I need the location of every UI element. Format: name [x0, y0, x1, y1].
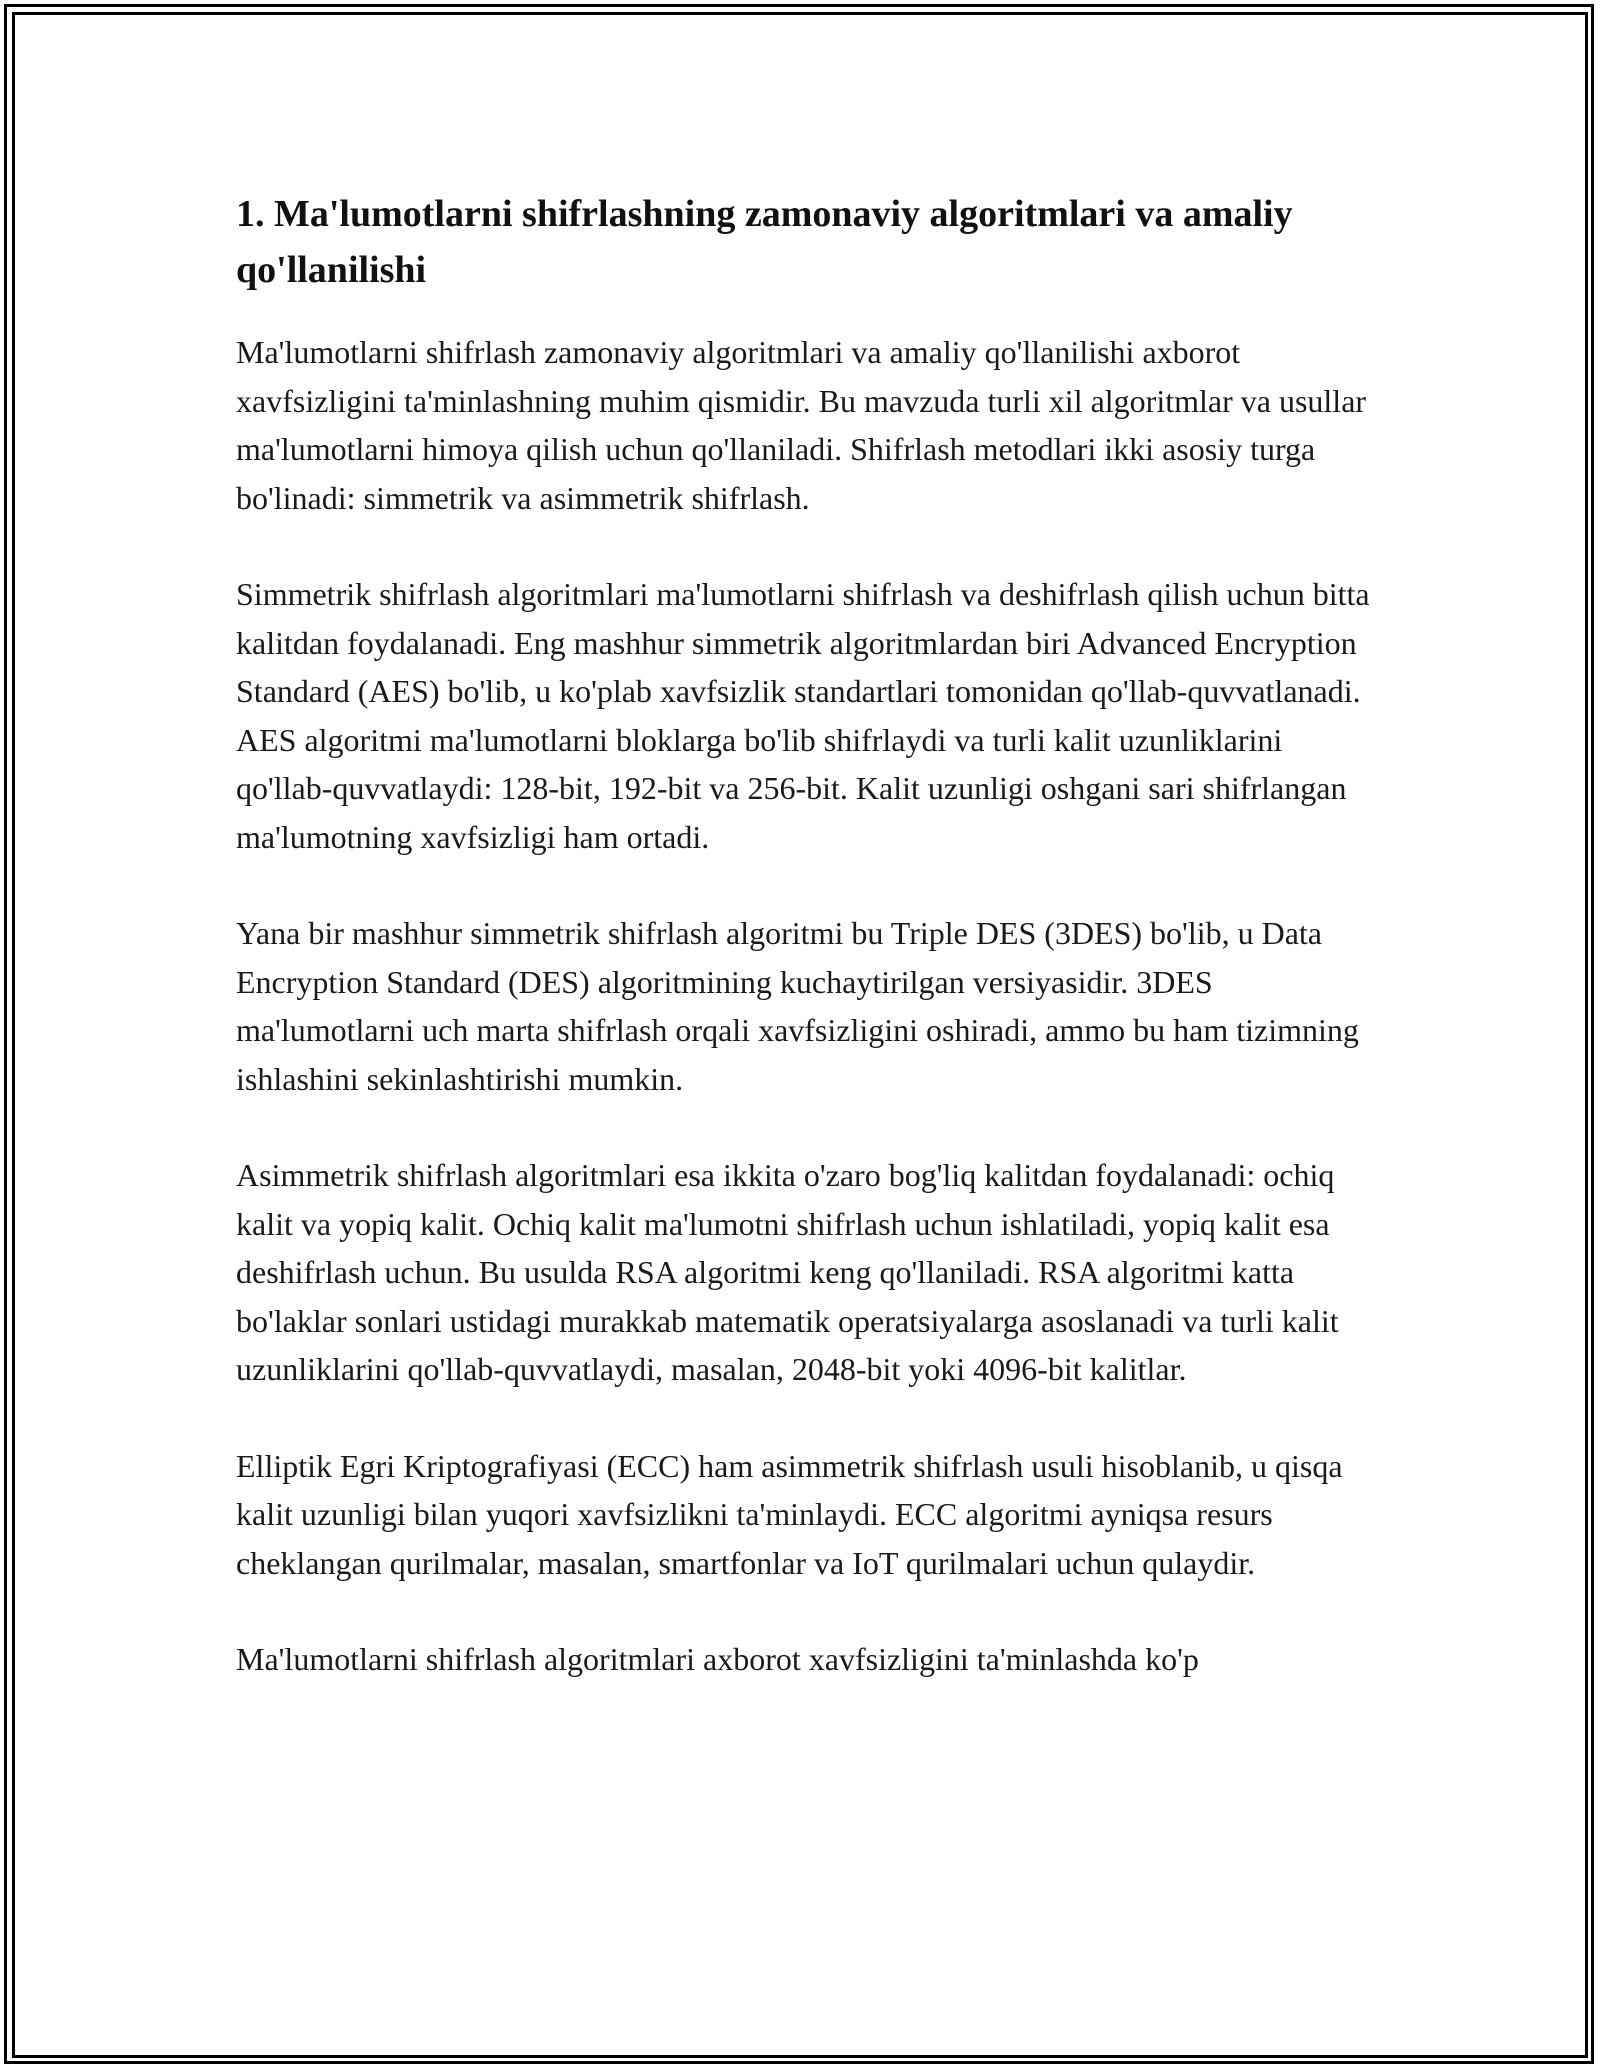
paragraph-3des: Yana bir mashhur simmetrik shifrlash algoritmi bu Triple DES (3DES) bo'lib, u Data Encryption Standard (DES) algoritmining kuchaytirilgan versiyasidir. 3DES ma'lumotlarni uch marta shifrlash orqali xavfsizligini oshiradi, ammo bu ham tizimning ishlashini sekinlashtirishi mumkin. — [236, 915, 1359, 1097]
paragraph-conclusion: Ma'lumotlarni shifrlash algoritmlari axborot xavfsizligini ta'minlashda ko'p — [236, 1641, 1199, 1677]
paragraph-intro: Ma'lumotlarni shifrlash zamonaviy algoritmlari va amaliy qo'llanilishi axborot xavfsizligini ta'minlashning muhim qismidir. Bu mavzuda turli xil algoritmlar va usullar ma'lumotlarni himoya qilish uchun qo'llaniladi. Shifrlash metodlari ikki asosiy turga bo'linadi: simmetrik va asimmetrik shifrlash. — [236, 334, 1367, 516]
paragraph-ecc: Elliptik Egri Kriptografiyasi (ECC) ham asimmetrik shifrlash usuli hisoblanib, u qisqa kalit uzunligi bilan yuqori xavfsizlikni ta'minlaydi. ECC algoritmi ayniqsa resurs cheklangan qurilmalar, masalan, smartfonlar va IoT qurilmalari uchun qulaydir. — [236, 1447, 1343, 1581]
document-title: 1. Ma'lumotlarni shifrlashning zamonaviy algoritmlari va amaliy qo'llanilishi — [236, 193, 1293, 291]
paragraph-symmetric-aes: Simmetrik shifrlash algoritmlari ma'lumotlarni shifrlash va deshifrlash qilish uchun bitta kalitdan foydalanadi. Eng mashhur simmetrik algoritmlardan biri Advanced Encryption Standard (AES) bo'lib, u ko'plab xavfsizlik standartlari tomonidan qo'llab-quvvatlanadi. AES algoritmi ma'lumotlarni bloklarga bo'lib shifrlaydi va turli kalit uzunliklarini qo'llab-quvvatlaydi: 128-bit, 192-bit va 256-bit. Kalit uzunligi oshgani sari shifrlangan ma'lumotning xavfsizligi ham ortadi. — [236, 576, 1370, 855]
document-body — [236, 186, 1376, 1732]
paragraph-asymmetric-rsa: Asimmetrik shifrlash algoritmlari esa ikkita o'zaro bog'liq kalitdan foydalanadi: ochiq kalit va yopiq kalit. Ochiq kalit ma'lumotni shifrlash uchun ishlatiladi, yopiq kalit esa deshifrlash uchun. Bu usulda RSA algoritmi keng qo'llaniladi. RSA algoritmi katta bo'laklar sonlari ustidagi murakkab matematik operatsiyalarga asoslanadi va turli kalit uzunliklarini qo'llab-quvvatlaydi, masalan, 2048-bit yoki 4096-bit kalitlar. — [236, 1157, 1339, 1387]
